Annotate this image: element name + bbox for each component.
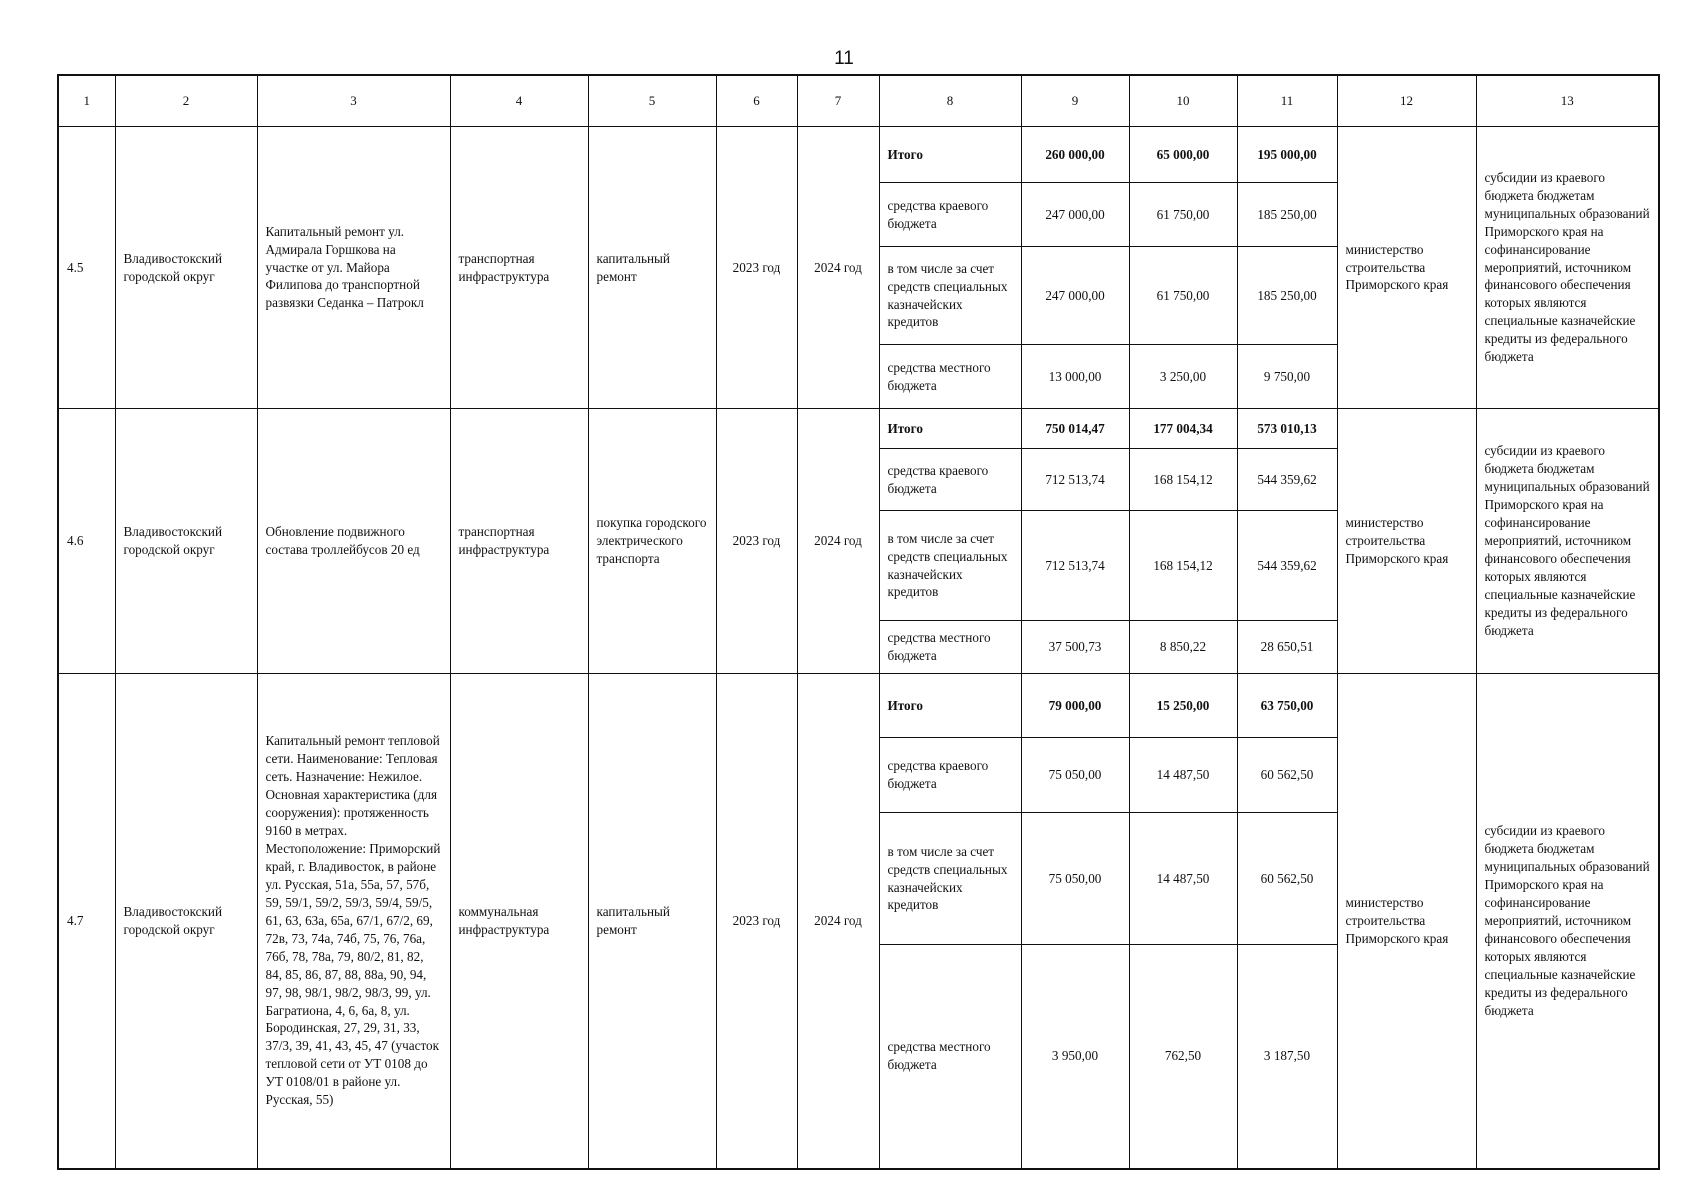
object-cell: Капитальный ремонт ул. Адмирала Горшкова на участке от ул. Майора Филипова до транспортной развязки Седанка – Патрокл [257,127,450,409]
total-value: 260 000,00 [1021,127,1129,183]
funding-label: в том числе за счет средств специальных казначейских кредитов [879,511,1021,621]
funding-source-cell: субсидии из краевого бюджета бюджетам муниципальных образований Приморского края на софинансирование мероприятий, источником финансового обеспечения которых являются специальные казначейские кредиты из федерального бюджета [1476,409,1659,674]
funding-label: Итого [879,127,1021,183]
start-year-cell: 2023 год [716,674,797,1169]
total-value: 13 000,00 [1021,345,1129,409]
value-2024: 60 562,50 [1237,813,1337,945]
start-year-cell: 2023 год [716,409,797,674]
funding-label: средства краевого бюджета [879,183,1021,247]
column-number: 13 [1476,75,1659,127]
column-number-row [58,75,1659,127]
work-type-cell: покупка городского электрического транспорта [588,409,716,674]
municipality-cell: Владивостокский городской округ [115,127,257,409]
value-2024: 60 562,50 [1237,738,1337,813]
value-2023: 65 000,00 [1129,127,1237,183]
funding-label: в том числе за счет средств специальных казначейских кредитов [879,813,1021,945]
row-id: 4.6 [58,409,115,674]
total-value: 3 950,00 [1021,945,1129,1169]
table-row [58,674,1659,738]
start-year-cell: 2023 год [716,127,797,409]
funding-source-cell: субсидии из краевого бюджета бюджетам муниципальных образований Приморского края на софинансирование мероприятий, источником финансового обеспечения которых являются специальные казначейские кредиты из федерального бюджета [1476,674,1659,1169]
column-number: 8 [879,75,1021,127]
funding-label: Итого [879,674,1021,738]
value-2024: 28 650,51 [1237,621,1337,674]
value-2023: 14 487,50 [1129,813,1237,945]
total-value: 79 000,00 [1021,674,1129,738]
funding-label: Итого [879,409,1021,449]
value-2023: 177 004,34 [1129,409,1237,449]
column-number: 9 [1021,75,1129,127]
column-number: 11 [1237,75,1337,127]
value-2023: 61 750,00 [1129,183,1237,247]
column-number: 5 [588,75,716,127]
total-value: 37 500,73 [1021,621,1129,674]
end-year-cell: 2024 год [797,127,879,409]
funding-label: в том числе за счет средств специальных казначейских кредитов [879,247,1021,345]
column-number: 6 [716,75,797,127]
total-value: 75 050,00 [1021,738,1129,813]
total-value: 247 000,00 [1021,183,1129,247]
ministry-cell: министерство строительства Приморского края [1337,409,1476,674]
funding-label: средства местного бюджета [879,345,1021,409]
funding-label: средства краевого бюджета [879,738,1021,813]
infrastructure-cell: транспортная инфраструктура [450,127,588,409]
value-2023: 168 154,12 [1129,449,1237,511]
municipality-cell: Владивостокский городской округ [115,409,257,674]
program-table [57,74,1660,1170]
total-value: 712 513,74 [1021,511,1129,621]
funding-source-cell: субсидии из краевого бюджета бюджетам муниципальных образований Приморского края на софинансирование мероприятий, источником финансового обеспечения которых являются специальные казначейские кредиты из федерального бюджета [1476,127,1659,409]
total-value: 750 014,47 [1021,409,1129,449]
infrastructure-cell: коммунальная инфраструктура [450,674,588,1169]
table-row [58,409,1659,449]
column-number: 3 [257,75,450,127]
page-number: 11 [834,48,854,69]
total-value: 247 000,00 [1021,247,1129,345]
object-cell: Капитальный ремонт тепловой сети. Наименование: Тепловая сеть. Назначение: Нежилое. Основная характеристика (для сооружения): протяженность 9160 в метрах. Местоположение: Приморский край, г. Владивосток, в районе ул. Русская, 51а, 55а, 57, 57б, 59, 59/1, 59/2, 59/3, 59/4, 59/5, 61, 63, 63а, 65а, 67/1, 67/2, 69, 72в, 73, 74а, 74б, 75, 76, 76а, 76б, 78, 78а, 79, 80/2, 81, 82, 84, 85, 86, 87, 88, 88а, 90, 94, 97, 98, 98/1, 98/2, 98/3, 99, ул. Багратиона, 4, 6, 6а, 8, ул. Бородинская, 27, 29, 31, 33, 37/3, 39, 41, 43, 45, 47 (участок тепловой сети от УТ 0108 до УТ 0108/01 в районе ул. Русская, 55) [257,674,450,1169]
end-year-cell: 2024 год [797,674,879,1169]
column-number: 2 [115,75,257,127]
value-2024: 573 010,13 [1237,409,1337,449]
end-year-cell: 2024 год [797,409,879,674]
value-2023: 168 154,12 [1129,511,1237,621]
value-2023: 762,50 [1129,945,1237,1169]
total-value: 712 513,74 [1021,449,1129,511]
municipality-cell: Владивостокский городской округ [115,674,257,1169]
value-2024: 544 359,62 [1237,449,1337,511]
total-value: 75 050,00 [1021,813,1129,945]
value-2023: 14 487,50 [1129,738,1237,813]
row-id: 4.5 [58,127,115,409]
value-2024: 185 250,00 [1237,183,1337,247]
column-number: 4 [450,75,588,127]
value-2024: 63 750,00 [1237,674,1337,738]
value-2023: 3 250,00 [1129,345,1237,409]
column-number: 10 [1129,75,1237,127]
column-number: 1 [58,75,115,127]
object-cell: Обновление подвижного состава троллейбусов 20 ед [257,409,450,674]
value-2024: 9 750,00 [1237,345,1337,409]
value-2024: 195 000,00 [1237,127,1337,183]
infrastructure-cell: транспортная инфраструктура [450,409,588,674]
value-2023: 61 750,00 [1129,247,1237,345]
column-number: 7 [797,75,879,127]
value-2024: 185 250,00 [1237,247,1337,345]
column-number: 12 [1337,75,1476,127]
row-id: 4.7 [58,674,115,1169]
value-2024: 544 359,62 [1237,511,1337,621]
funding-label: средства краевого бюджета [879,449,1021,511]
funding-label: средства местного бюджета [879,621,1021,674]
ministry-cell: министерство строительства Приморского края [1337,127,1476,409]
funding-label: средства местного бюджета [879,945,1021,1169]
value-2023: 15 250,00 [1129,674,1237,738]
work-type-cell: капитальный ремонт [588,674,716,1169]
ministry-cell: министерство строительства Приморского края [1337,674,1476,1169]
value-2024: 3 187,50 [1237,945,1337,1169]
value-2023: 8 850,22 [1129,621,1237,674]
work-type-cell: капитальный ремонт [588,127,716,409]
table-row [58,127,1659,183]
